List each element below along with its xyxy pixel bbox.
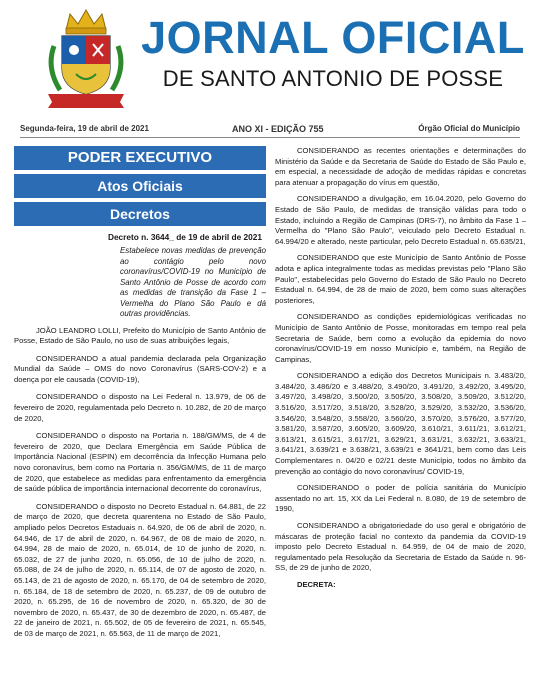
paragraph: CONSIDERANDO o disposto no Decreto Estadual n. 64.881, de 22 de março de 2020, que decreta quarentena no Estado de São Paulo, ampliado pelos Decretos Estaduais n. 64.920, de 06 de abril de 2020, n. 64.946, de 17 de abril de 2020, n. 64.967, de 08 de maio de 2020, n. 64.994, 28 de maio de 2020, n. 65.014, de 10 de junho de 2020, n. 65.032, de 27 de junho 2020, n. 65.056, de 10 de julho de 2020, n. 65.088, de 24 de julho de 2020, n. 65.114, de 07 de agosto de 2020, n. 65.143, de 21 de agosto de 2020, n. 65.170, de 04 de setembro de 2020, n. 65.184, de 18 de setembro de 2020, n. 65.237, de 09 de outubro de 2020, n. 65.295, de 16 de novembro de 2020, n. 65.320, de 30 de novembro de 2020, n. 65.437, de 30 de dezembro de 2020, n. 65.487, de 22 de janeiro de 2021, n. 65.502, de 05 de fevereiro de 2021, n. 65.545, de 03 de março de 2021, n. 65.563, de 11 de março de 2021,: [14, 501, 266, 638]
paragraph: CONSIDERANDO o poder de polícia sanitária do Município assentado no art. 15, XX da Lei Federal n. 8.080, de 19 de setembro de 1990,: [275, 483, 526, 514]
section-banner-atos-oficiais: Atos Oficiais: [14, 174, 266, 198]
paragraph: CONSIDERANDO a obrigatoriedade do uso geral e obrigatório de máscaras de proteção facial no contexto da pandemia da COVID-19 imposto pelo Decreto Estadual n. 64.959, de 04 de maio de 2020, regulamentado pela Resolução da Secretaria de Estado da Saúde n. 96-SS, de 29 de junho de 2020,: [275, 521, 526, 573]
paragraph: CONSIDERANDO que este Município de Santo Antônio de Posse adota e aplica integralmente todas as medidas previstas pelo "Plano São Paulo", estabelecidas pelo Governo do Estado de São Paulo no Decreto Estadual n. 64.994, de 28 de maio de 2020, bem como suas alterações posteriores,: [275, 253, 526, 305]
decree-title: Decreto n. 3644_ de 19 de abril de 2021: [107, 232, 262, 242]
paragraph: CONSIDERANDO o disposto na Portaria n. 188/GM/MS, de 4 de fevereiro de 2020, que Declara Emergência em Saúde Pública de Importância Nacional (ESPIN) em decorrência da Infecção Humana pelo novo coronavírus, bem como na Portaria n. 356/GM/MS, de 11 de março de 2020, que estabelece as medidas para enfrentamento da emergência de saúde pública de importância internacional decorrente do coronavírus,: [14, 431, 266, 494]
header-divider: [20, 137, 520, 138]
paragraph: JOÃO LEANDRO LOLLI, Prefeito do Município de Santo Antônio de Posse, Estado de São Paulo, no uso de suas atribuições legais,: [14, 325, 266, 346]
paragraph: CONSIDERANDO a divulgação, em 16.04.2020, pelo Governo do Estado de São Paulo, de medidas de transição válidas para todo o Estado, incluindo a Região de Campinas (DRS-7), no âmbito da Fase 1 – Vermelha do "Plano São Paulo", veiculado pelo Decreto Estadual n. 64.994/20 e alterado, neste particular, pelo Decreto Estadual n. 65.635/21,: [275, 194, 526, 246]
masthead: [0, 0, 540, 112]
paragraph: CONSIDERANDO a atual pandemia declarada pela Organização Mundial da Saúde – OMS do novo Coronavírus (SARS-COV-2) e a doença por ele causada (COVID-19),: [14, 353, 266, 384]
decreta-heading: DECRETA:: [297, 579, 336, 589]
paragraph: CONSIDERANDO o disposto na Lei Federal n. 13.979, de 06 de fevereiro de 2020, regulamentada pelo Decreto n. 10.282, de 20 de março de 2020,: [14, 392, 266, 423]
edition-meta-bar: [20, 122, 520, 136]
edition-number: ANO XI - EDIÇÃO 755: [232, 124, 324, 134]
paragraph: CONSIDERANDO as recentes orientações e determinações do Ministério da Saúde e da Secretaria de Saúde do Estado de São Paulo e, em especial, a necessidade de adoção de medidas rápidas e concretas para atenuar a propagação do vírus em questão,: [275, 146, 526, 187]
organ-label: Órgão Oficial do Município: [418, 124, 520, 133]
section-banner-decretos: Decretos: [14, 202, 266, 226]
right-column: [275, 146, 526, 690]
decree-ementa: Estabelece novas medidas de prevenção ao contágio pelo novo coronavírus/COVID-19 no Município de Santo Antônio de Posse de acordo com as medidas de transição da Fase 1 – Vermelha do Plano São Paulo e dá outras providências.: [120, 246, 266, 318]
municipal-crest-logo: [44, 6, 128, 108]
paragraph: CONSIDERANDO a edição dos Decretos Municipais n. 3.483/20, 3.484/20, 3.486/20 e 3.488/20, 3.490/20, 3.491/20, 3.492/20, 3.495/20, 3.497/20, 3.498/20, 3.500/20, 3.505/20, 3.508/20, 3.509/20, 3.512/20, 3.516/20, 3.517/20, 3.518/20, 3.528/20, 3.529/20, 3.532/20, 3.536/20, 3.546/20, 3.548/20, 3.558/20, 3.560/20, 3.570/20, 3.576/20, 3.577/20, 3.581/20, 3.587/20, 3.605/20, 3.609/20, 3.610/21, 3.611/21, 3.612/21, 3.613/21, 3.615/21, 3.617/21, 3.629/21, 3.631/21, 3.632/21, 3.633/21, 3.641/21, 3.639/21 e 3.638/21, 3.639/21 e 3641/21, bem como das Leis Complementares n. 04/20 e 02/21 deste Município, todos no âmbito da prevenção ao contágio do novo coronavírus/ COVID-19,: [275, 371, 526, 476]
newspaper-subtitle: DE SANTO ANTONIO DE POSSE: [162, 66, 504, 91]
left-column: [14, 146, 266, 690]
section-banner-poder-executivo: PODER EXECUTIVO: [14, 146, 266, 170]
paragraph: CONSIDERANDO as condições epidemiológicas verificadas no Município de Santo Antônio de Posse, monitoradas em tempo real pela Secretaria de Saúde, bem como a evolução da epidemia do novo coronavírus/COVID-19 em nosso Município e, também, na Região de Campinas,: [275, 312, 526, 364]
newspaper-title: JORNAL OFICIAL: [141, 12, 525, 63]
publication-date: Segunda-feira, 19 de abril de 2021: [20, 124, 149, 133]
